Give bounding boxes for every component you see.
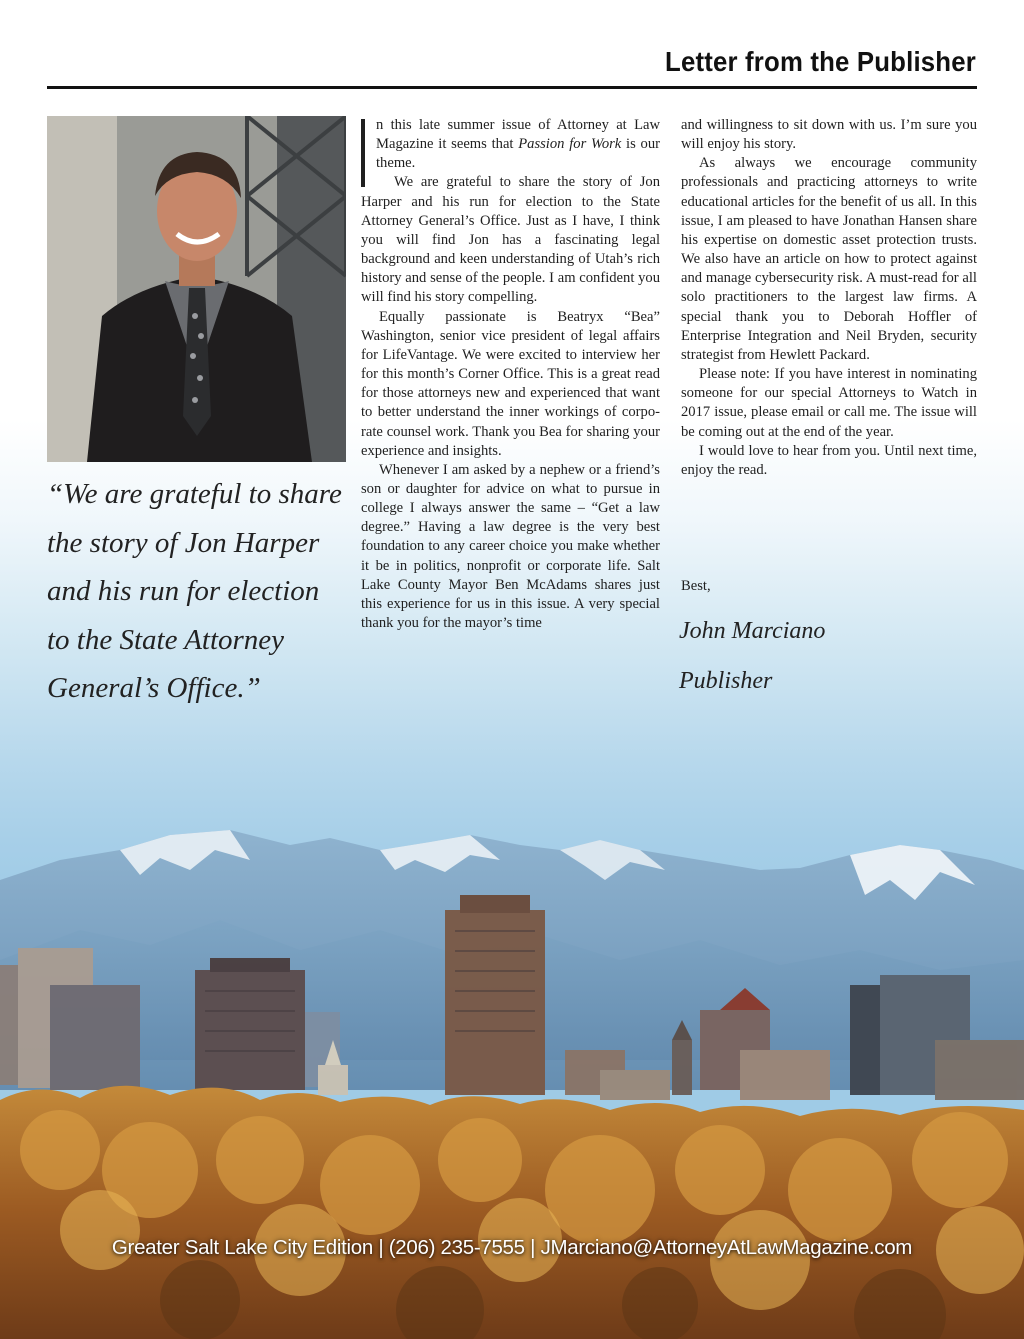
paragraph: and willingness to sit down with us. I’m sure you will enjoy his story.	[681, 117, 977, 153]
paragraph	[361, 116, 660, 173]
paragraph: Please note: If you have interest in nominating someone for our special Attorneys to Watch in 2017 issue, please email or call me. The issue will be coming out at the end of the year.	[681, 366, 977, 440]
pull-quote	[47, 470, 347, 713]
paragraph: Equally passionate is Beatryx “Bea” Washington, senior vice president of legal affairs for LifeVantage. We were excited to interview her for this month’s Corner Office. This is a great read for those attorneys new and experienced that want to better understand the inner workings of corporate counsel work. Thank you Bea for sharing your experience and insights.	[361, 308, 660, 459]
pull-quote-line: “We are grateful to share	[47, 478, 342, 510]
text-run: is our theme.	[376, 136, 660, 172]
drop-cap-i	[361, 119, 365, 187]
signoff-title: Publisher	[679, 668, 773, 694]
article-column-2	[681, 116, 977, 480]
header-rule	[47, 86, 977, 89]
paragraph: As always we encourage community professionals and practicing attorneys to write educational articles for the benefit of us all. In this issue, I am pleased to have Jonathan Hansen share his expertise on domestic asset protection trusts. We also have an article on how to protect against and manage cybersecurity risk. A must-read for all solo practitioners to the largest law firms. A special thank you to Deborah Hoffler of Enterprise Integration and Neil Bryden, security strategist from Hewlett Packard.	[681, 155, 977, 363]
paragraph: Whenever I am asked by a nephew or a friend’s son or daughter for advice on what to pursue in college I always answer the same – “Get a law degree.” Having a law degree is the very best foundation to any career choice you make whether it be in politics, nonprofit or corporate life. Salt Lake County Mayor Ben McAdams shares just this experience for us in this issue. A very special thank you for the mayor’s time	[361, 461, 660, 632]
emphasis-text: Passion for Work	[518, 136, 622, 153]
publisher-photo	[47, 116, 346, 462]
page-title: Letter from the Publisher	[665, 46, 976, 77]
pull-quote-line: General’s Office.”	[47, 672, 261, 704]
pull-quote-line: the story of Jon Harper	[47, 526, 320, 559]
pull-quote-line: to the State Attorney	[47, 623, 285, 656]
footer-contact-line: Greater Salt Lake City Edition | (206) 235-7555 | JMarciano@AttorneyAtLawMagazine.com	[111, 1236, 913, 1259]
pull-quote-line: and his run for election	[47, 575, 320, 607]
article-column-1	[361, 116, 660, 633]
signoff-name: John Marciano	[679, 618, 826, 644]
portrait-illustration	[47, 116, 346, 462]
signoff-closing: Best,	[681, 578, 711, 594]
paragraph: I would love to hear from you. Until next time, enjoy the read.	[681, 442, 977, 478]
text-run: n this late summer issue of Attorney at Law Magazine it seems that	[376, 117, 660, 153]
paragraph: We are grateful to share the story of Jon Harper and his run for election to the State Attorney General’s Office. Just as I have, I think you will find Jon has a fascinating legal background and keen understanding of Utah’s rich history and sense of the people. I am confident you will find his story compelling.	[361, 174, 660, 306]
